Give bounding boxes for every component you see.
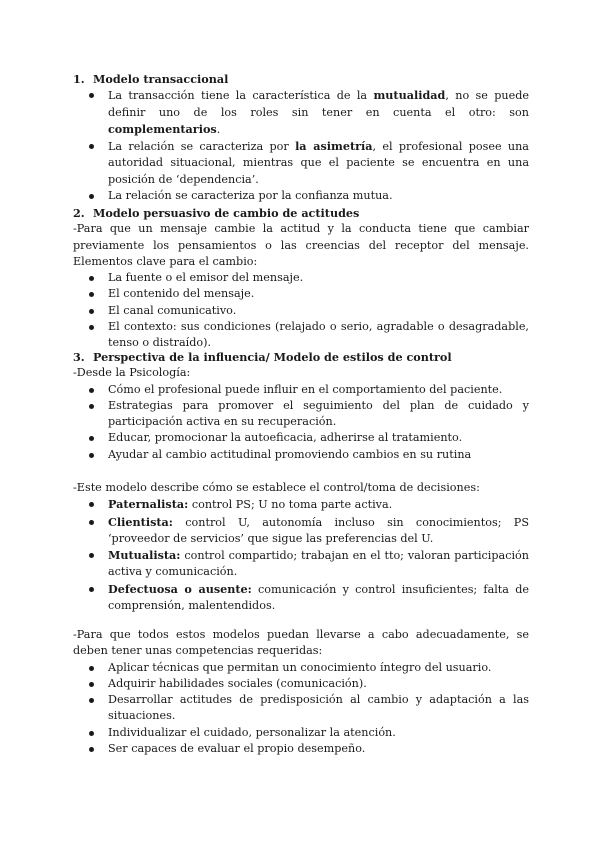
list-item: Desarrollar actitudes de predisposición al cambio y adaptación a las situaciones. <box>73 692 529 725</box>
section-intro: -Para que un mensaje cambie la actitud y la conducta tiene que cambiar previamente los pensamientos o las creencias del receptor del mensaje. Elementos clave para el cambio: <box>73 222 529 268</box>
bullet-icon <box>89 666 94 671</box>
bullet-icon <box>89 325 94 330</box>
section-intro: -Desde la Psicología: <box>73 366 191 380</box>
bullet-icon <box>89 502 94 507</box>
bullet-list <box>73 496 529 614</box>
bullet-icon <box>89 292 94 297</box>
bullet-icon <box>89 731 94 736</box>
bullet-icon <box>89 698 94 703</box>
bullet-icon <box>89 404 94 409</box>
list-item: La fuente o el emisor del mensaje. <box>73 270 529 286</box>
list-item: La relación se caracteriza por la asimetría, el profesional posee una autoridad situacional, mientras que el paciente se encuentra en una posición de ‘dependencia’. <box>73 138 529 188</box>
list-item: El contexto: sus condiciones (relajado o serio, agradable o desagradable, tenso o distraído). <box>73 319 529 352</box>
section-modelo-persuasivo <box>73 205 529 352</box>
bullet-icon <box>89 520 94 525</box>
bullet-icon <box>89 309 94 314</box>
list-item: Paternalista: control PS; U no toma parte activa. <box>73 496 529 513</box>
bullet-icon <box>89 682 94 687</box>
section-perspectiva-influencia <box>73 349 529 463</box>
bullet-icon <box>89 436 94 441</box>
section-heading <box>73 205 529 221</box>
list-item: Mutualista: control compartido; trabajan en el tto; valoran participación activa y comunicación. <box>73 547 529 581</box>
section-number: 2. <box>73 206 85 220</box>
bullet-icon <box>89 587 94 592</box>
list-item: Adquirir habilidades sociales (comunicación). <box>73 676 529 692</box>
section-modelo-transaccional <box>73 71 529 204</box>
section-intro: -Este modelo describe cómo se establece el control/toma de decisiones: <box>73 481 480 494</box>
list-item: La relación se caracteriza por la confianza mutua. <box>73 188 529 204</box>
list-item: La transacción tiene la característica de la mutualidad, no se puede definir uno de los roles sin tener en cuenta el otro: son complementarios. <box>73 87 529 138</box>
list-item: Individualizar el cuidado, personalizar la atención. <box>73 725 529 741</box>
section-competencias <box>73 627 529 757</box>
list-item: Ayudar al cambio actitudinal promoviendo cambios en su rutina <box>73 447 529 463</box>
section-intro: -Para que todos estos modelos puedan llevarse a cabo adecuadamente, se deben tener unas competencias requeridas: <box>73 628 529 658</box>
section-title: Perspectiva de la influencia/ Modelo de estilos de control <box>93 350 452 364</box>
bullet-icon <box>89 553 94 558</box>
section-title: Modelo transaccional <box>93 72 229 86</box>
list-item: Educar, promocionar la autoeficacia, adherirse al tratamiento. <box>73 430 529 446</box>
bullet-list <box>73 87 529 204</box>
list-item: Defectuosa o ausente: comunicación y control insuficientes; falta de comprensión, malentendidos. <box>73 581 529 615</box>
bullet-icon <box>89 93 94 98</box>
list-item: Estrategias para promover el seguimiento del plan de cuidado y participación activa en su recuperación. <box>73 398 529 431</box>
list-item: Cómo el profesional puede influir en el comportamiento del paciente. <box>73 382 529 398</box>
bullet-icon <box>89 144 94 149</box>
bullet-icon <box>89 747 94 752</box>
bullet-icon <box>89 194 94 199</box>
bullet-list <box>73 270 529 351</box>
list-item: El contenido del mensaje. <box>73 286 529 302</box>
section-estilos-control <box>73 480 529 614</box>
section-heading <box>73 71 529 87</box>
section-number: 3. <box>73 350 85 364</box>
list-item: Clientista: control U, autonomía incluso sin conocimientos; PS ‘proveedor de servicios’ que sigue las preferencias del U. <box>73 514 529 548</box>
bullet-list <box>73 382 529 463</box>
list-item: El canal comunicativo. <box>73 303 529 319</box>
bullet-icon <box>89 276 94 281</box>
section-number: 1. <box>73 72 85 86</box>
section-heading <box>73 349 529 365</box>
bullet-list <box>73 660 529 758</box>
list-item: Ser capaces de evaluar el propio desempeño. <box>73 741 529 757</box>
list-item: Aplicar técnicas que permitan un conocimiento íntegro del usuario. <box>73 660 529 676</box>
section-title: Modelo persuasivo de cambio de actitudes <box>93 206 360 220</box>
bullet-icon <box>89 388 94 393</box>
bullet-icon <box>89 453 94 458</box>
